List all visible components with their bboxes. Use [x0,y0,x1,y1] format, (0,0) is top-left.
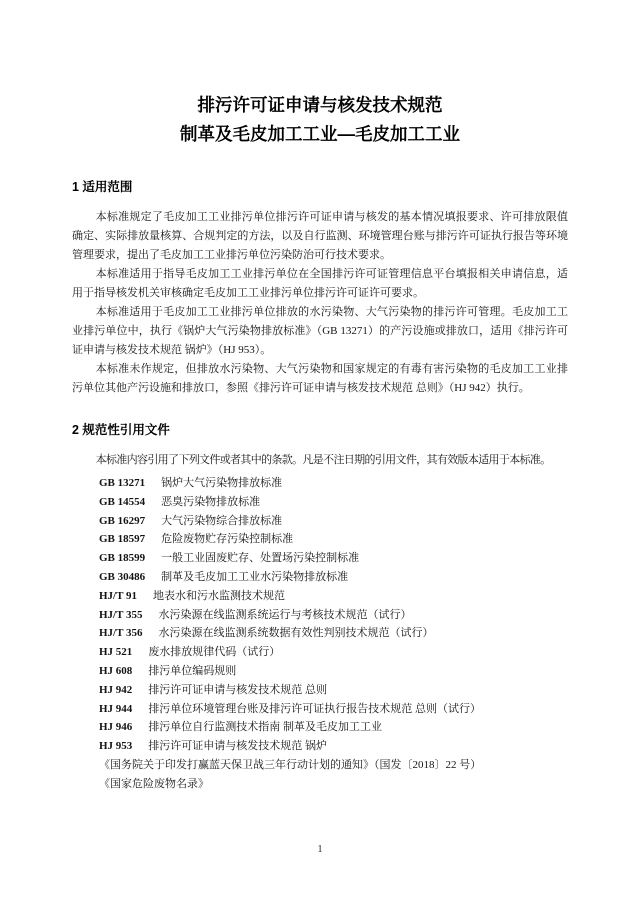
section-2-intro: 本标准内容引用了下列文件或者其中的条款。凡是不注日期的引用文件，其有效版本适用于本标准。 [95,454,551,466]
section-1-paragraph-2: 本标准适用于指导毛皮加工工业排污单位在全国排污许可证管理信息平台填报相关申请信息，适用于指导核发机关审核确定毛皮加工工业排污单位排污许可证许可要求。 [72,268,568,299]
reference-code: HJ/T 355 [99,608,143,621]
reference-item [99,737,568,756]
reference-title: 排污单位环境管理台账及排污许可证执行报告技术规范 总则（试行） [148,702,482,715]
reference-title: 地表水和污水监测技术规范 [153,589,286,602]
reference-item [99,606,568,625]
reference-code: GB 16297 [99,514,146,527]
reference-item [99,643,568,662]
reference-item [99,681,568,700]
reference-title: 排污单位自行监测技术指南 制革及毛皮加工工业 [148,721,383,734]
reference-item [99,568,568,587]
reference-code: HJ/T 356 [99,627,143,640]
reference-title: 废水排放规律代码（试行） [148,646,281,659]
reference-title: 锅炉大气污染物排放标准 [161,477,283,489]
reference-code: HJ 946 [99,721,133,734]
reference-item [99,549,568,568]
reference-title: 排污许可证申请与核发技术规范 总则 [148,683,328,696]
reference-title: 水污染源在线监测系统数据有效性判别技术规范（试行） [158,627,434,640]
reference-title: 恶臭污染物排放标准 [161,495,261,508]
document-title-line2: 制革及毛皮加工工业—毛皮加工工业 [180,124,460,144]
reference-item [99,662,568,681]
reference-code: HJ 608 [99,664,133,677]
reference-title: 一般工业固废贮存、处置场污染控制标准 [161,552,360,565]
reference-title: 大气污染物综合排放标准 [161,514,283,527]
reference-item [99,624,568,643]
reference-item [99,700,568,719]
reference-code: GB 13271 [99,477,146,489]
document-title-line1: 排污许可证申请与核发技术规范 [197,95,443,115]
reference-code: HJ 942 [99,683,133,696]
section-1-paragraph-1: 本标准规定了毛皮加工工业排污单位排污许可证申请与核发的基本情况填报要求、许可排放限值确定、实际排放量核算、合规判定的方法，以及自行监测、环境管理台账与排污许可证执行报告等环境管理要求，提出了毛皮加工工业排污单位污染防治可行技术要求。 [72,211,568,261]
reference-title: 制革及毛皮加工工业水污染物排放标准 [161,570,349,583]
reference-item [99,493,568,512]
reference-code: GB 30486 [99,570,146,583]
reference-code: HJ 521 [99,646,133,659]
reference-code: GB 14554 [99,495,146,508]
reference-title: 《国务院关于印发打赢蓝天保卫战三年行动计划的通知》（国发〔2018〕22 号） [99,758,482,771]
reference-code: HJ 944 [99,702,133,715]
reference-title: 《国家危险废物名录》 [99,777,209,790]
section-1-paragraph-4: 本标准未作规定，但排放水污染物、大气污染物和国家规定的有毒有害污染物的毛皮加工工业排污单位其他产污设施和排放口，参照《排污许可证申请与核发技术规范 总则》（HJ 942）执行。 [72,363,568,394]
reference-title: 排污许可证申请与核发技术规范 锅炉 [148,740,328,753]
reference-code: GB 18597 [99,533,146,546]
reference-title: 危险废物贮存污染控制标准 [161,533,294,546]
reference-item [99,756,568,775]
reference-item [99,587,568,606]
reference-item [99,530,568,549]
reference-item [99,718,568,737]
reference-item [99,474,568,493]
reference-code: HJ 953 [99,740,133,753]
reference-item [99,775,568,794]
reference-code: GB 18599 [99,552,146,565]
reference-list [72,474,568,794]
section-1-heading: 1 适用范围 [72,180,133,194]
section-2-heading: 2 规范性引用文件 [72,423,170,437]
reference-title: 排污单位编码规则 [148,664,237,677]
section-1-paragraph-3: 本标准适用于毛皮加工工业排污单位排放的水污染物、大气污染物的排污许可管理。毛皮加工工业排污单位中，执行《锅炉大气污染物排放标准》（GB 13271）的产污设施或排放口，适用《排污许可证申请与核发技术规范 锅炉》（HJ 953）。 [72,306,568,356]
reference-item [99,512,568,531]
reference-title: 水污染源在线监测系统运行与考核技术规范（试行） [158,608,412,621]
page-number: 1 [317,843,323,855]
reference-code: HJ/T 91 [99,589,138,602]
